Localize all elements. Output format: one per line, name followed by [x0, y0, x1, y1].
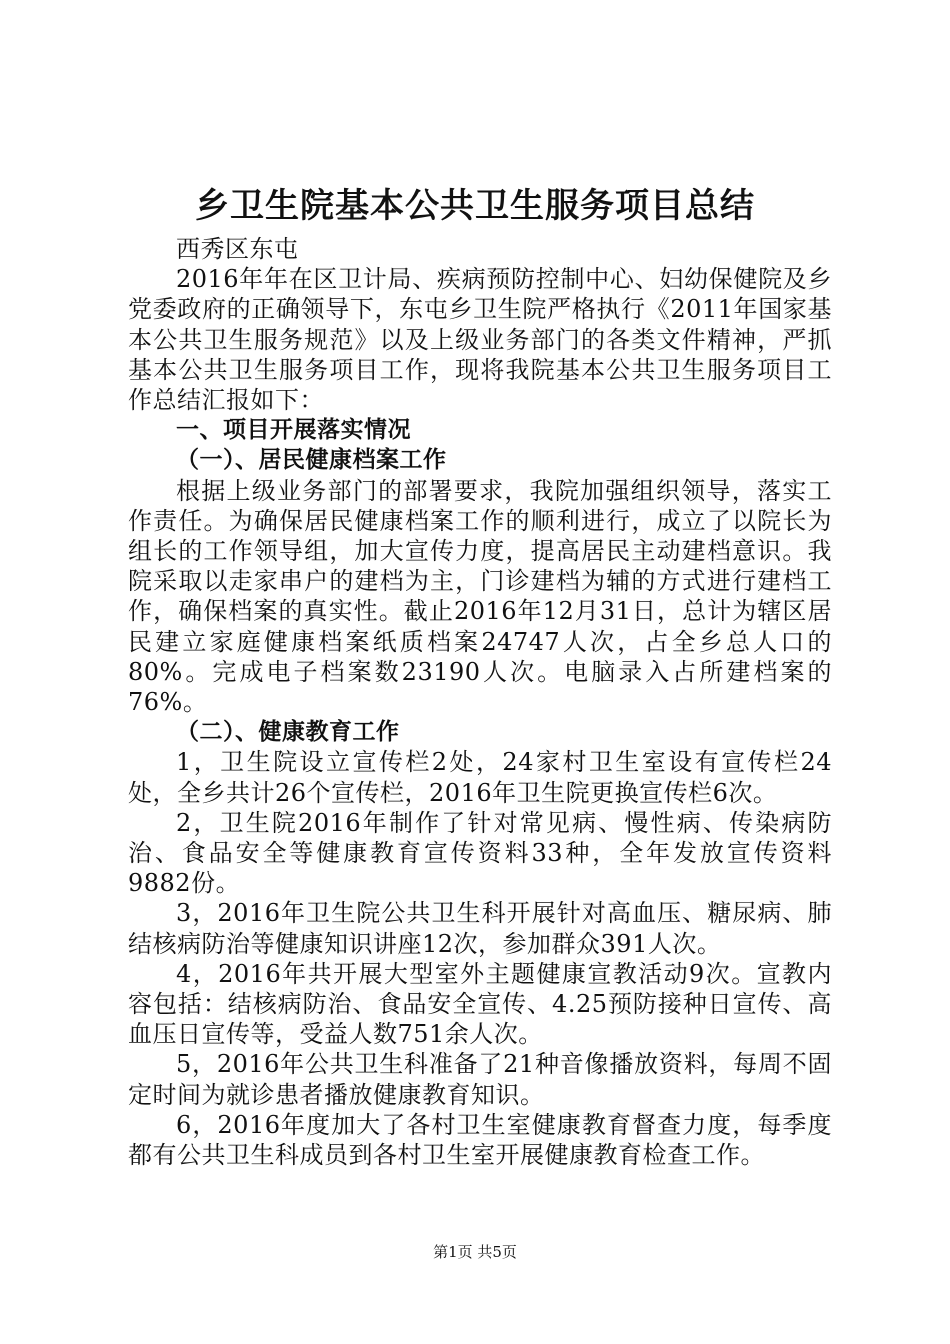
author-line: 西秀区东屯: [176, 235, 299, 263]
list-item: 1，卫生院设立宣传栏2处，24家村卫生室设有宣传栏24处，全乡共计26个宣传栏，2016年卫生院更换宣传栏6次。: [128, 748, 832, 807]
document-title: 乡卫生院基本公共卫生服务项目总结: [195, 186, 755, 226]
list-item: 2，卫生院2016年制作了针对常见病、慢性病、传染病防治、食品安全等健康教育宣传资料33种，全年发放宣传资料9882份。: [128, 808, 832, 898]
list-item: 4，2016年共开展大型室外主题健康宣教活动9次。宣教内容包括：结核病防治、食品安全宣传、4.25预防接种日宣传、高血压日宣传等，受益人数751余人次。: [128, 959, 832, 1049]
list-item: 3，2016年卫生院公共卫生科开展针对高血压、糖尿病、肺结核病防治等健康知识讲座12次，参加群众391人次。: [128, 899, 832, 958]
intro-paragraph: 2016年年在区卫计局、疾病预防控制中心、妇幼保健院及乡党委政府的正确领导下，东屯乡卫生院严格执行《2011年国家基本公共卫生服务规范》以及上级业务部门的各类文件精神，严抓基本公共卫生服务项目工作，现将我院基本公共卫生服务项目工作总结汇报如下：: [128, 265, 832, 415]
page-footer: 第1页 共5页: [433, 1243, 517, 1261]
health-records-paragraph: 根据上级业务部门的部署要求，我院加强组织领导，落实工作责任。为确保居民健康档案工作的顺利进行，成立了以院长为组长的工作领导组，加大宣传力度，提高居民主动建档意识。我院采取以走家串户的建档为主，门诊建档为辅的方式进行建档工作，确保档案的真实性。截止2016年12月31日，总计为辖区居民建立家庭健康档案纸质档案24747人次，占全乡总人口的80%。完成电子档案数23190人次。电脑录入占所建档案的76%。: [128, 476, 832, 717]
section-heading: 一、项目开展落实情况: [176, 417, 411, 444]
list-item: 6，2016年度加大了各村卫生室健康教育督查力度，每季度都有公共卫生科成员到各村卫生室开展健康教育检查工作。: [128, 1110, 832, 1170]
document-body: [128, 234, 832, 1170]
list-item: 5，2016年公共卫生科准备了21种音像播放资料，每周不固定时间为就诊患者播放健康教育知识。: [128, 1050, 832, 1109]
subsection-heading: （一）、居民健康档案工作: [176, 447, 447, 474]
subsection-heading: （二）、健康教育工作: [176, 719, 400, 746]
